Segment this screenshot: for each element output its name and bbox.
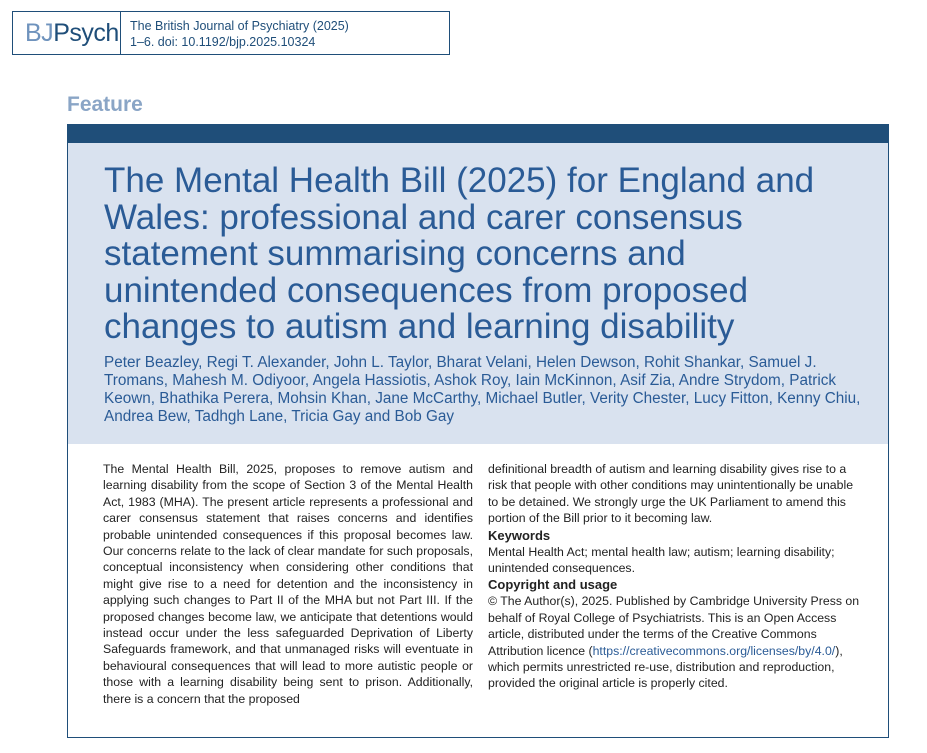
citation-line-2[interactable]: 1–6. doi: 10.1192/bjp.2025.10324 <box>130 35 316 49</box>
feature-label: Feature <box>67 93 143 116</box>
copyright-text-before: © The Author(s), 2025. Published by Cambridge University Press on behalf of Royal College of Psychiatrists. This is an Open Access article, distributed under the terms of the Creative Commons Attribution licence ( <box>488 594 860 658</box>
article-title: The Mental Health Bill (2025) for England and Wales: professional and carer consensus statement summarising concerns and unintended consequences from proposed changes to autism and learning disability <box>104 161 815 347</box>
keywords-heading: Keywords <box>488 527 551 543</box>
copyright-text <box>488 593 860 691</box>
header-divider <box>120 12 121 54</box>
keywords-text: Mental Health Act; mental health law; autism; learning disability; unintended consequences. <box>488 544 835 576</box>
journal-header <box>12 11 450 55</box>
copyright-text-after: ), which permits unrestricted re-use, distribution and reproduction, provided the original article is properly cited. <box>488 643 843 691</box>
abstract-text-left: The Mental Health Bill, 2025, proposes to remove autism and learning disability from the scope of Section 3 of the Mental Health Act, 1983 (MHA). The present article represents a professional and carer consensus statement that raises concerns and identifies probable unintended consequences if this proposal becomes law. Our concerns relate to the lack of clear mandate for such proposals, conceptual inconsistency when considering other conditions that might give rise to a need for detention and the inconsistency in applying such changes to Part II of the MHA but not Part III. If the proposed changes become law, we anticipate that detentions would instead occur under the less safeguarded Deprivation of Liberty Safeguards framework, and that unmanaged risks will eventuate in behavioural consequences that will lead to more autistic people or those with a learning disability being sent to prison. Additionally, there is a concern that the proposed <box>103 462 473 706</box>
abstract-text-right: definitional breadth of autism and learning disability gives rise to a risk that people with other conditions may unintentionally be unable to be detained. We strongly urge the UK Parliament to amend this portion of the Bill prior to it becoming law. <box>488 462 854 526</box>
journal-citation <box>130 18 349 50</box>
author-list: Peter Beazley, Regi T. Alexander, John L. Taylor, Bharat Velani, Helen Dewson, Rohit Shankar, Samuel J. Tromans, Mahesh M. Odiyoor, Angela Hassiotis, Ashok Roy, Iain McKinnon, Asif Zia, Andre Strydom, Patrick Keown, Bhathika Perera, Mohsin Khan, Jane McCarthy, Michael Butler, Verity Chester, Lucy Fitton, Kenny Chiu, Andrea Bew, Tadhgh Lane, Tricia Gay and Bob Gay <box>104 354 861 425</box>
license-link[interactable]: https://creativecommons.org/licenses/by/4.0/ <box>592 643 836 658</box>
bjpsych-logo[interactable] <box>25 18 119 48</box>
copyright-heading: Copyright and usage <box>488 577 618 593</box>
logo-psych-text: Psych <box>53 19 119 47</box>
logo-bj-text: BJ <box>25 19 54 47</box>
article-top-bar <box>67 124 889 143</box>
abstract-right-column <box>488 461 860 692</box>
citation-line-1: The British Journal of Psychiatry (2025) <box>130 19 349 33</box>
abstract-left-column <box>103 461 473 707</box>
